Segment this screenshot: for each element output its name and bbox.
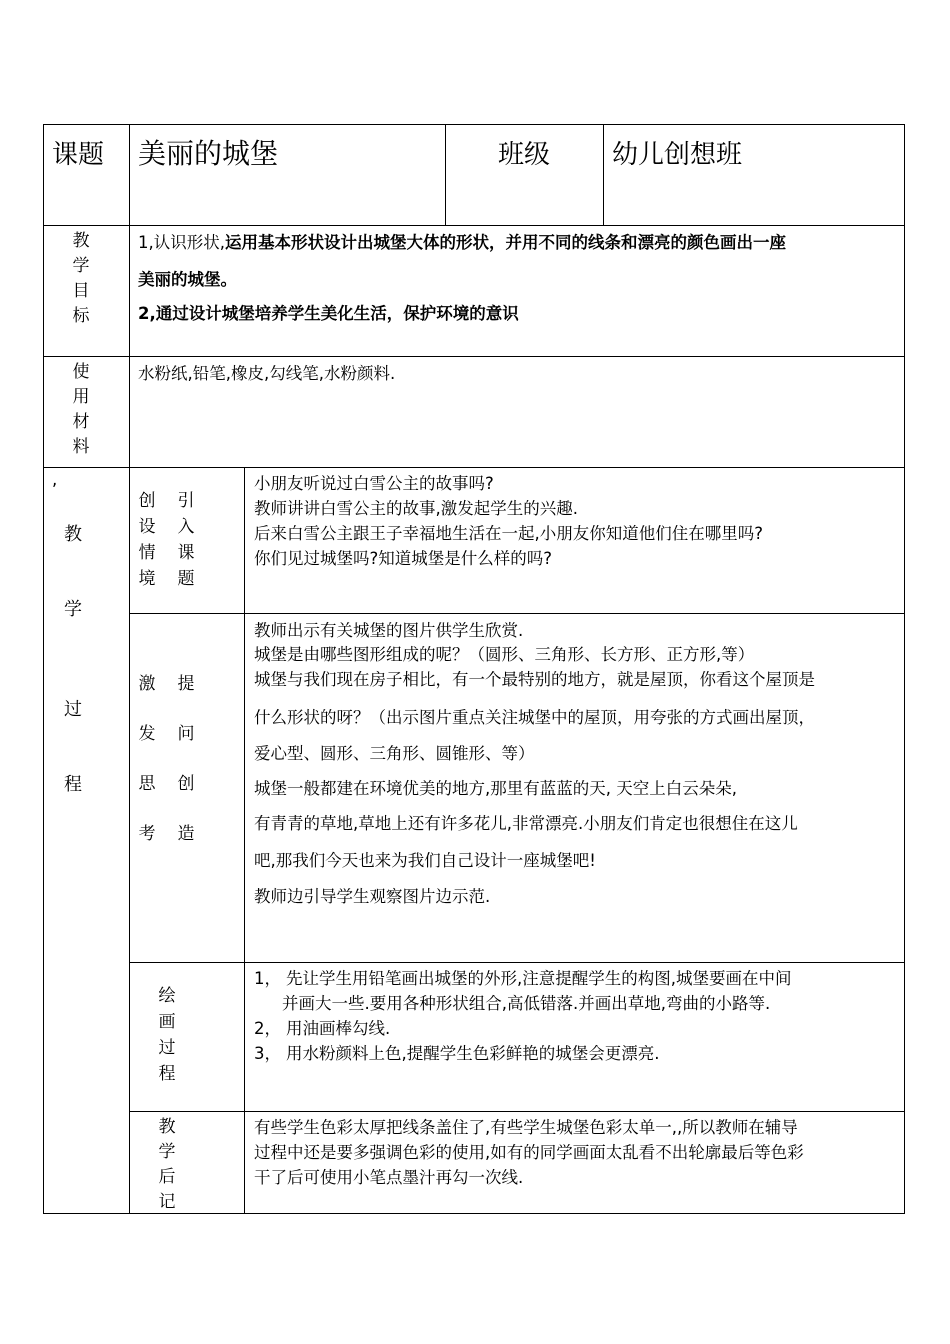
class-label: 班级 [498, 140, 551, 170]
drawing-step-number: 1， [254, 969, 281, 988]
process-label-char: 学 [64, 599, 82, 620]
table-border-top [43, 124, 905, 125]
table-border-right [904, 124, 905, 1214]
inspire-label-right: 提 问 创 造 [177, 674, 195, 844]
inspire-line: 教师边引导学生观察图片边示范. [254, 887, 491, 906]
intro-label-left: 创 设 情 境 [138, 491, 156, 589]
intro-label-right: 引 入 课 题 [177, 491, 195, 589]
drawing-step-text: 用水粉颜料上色,提醒学生色彩鲜艳的城堡会更漂亮. [286, 1044, 660, 1063]
subject-value: 美丽的城堡 [138, 137, 279, 170]
objectives-line-2: 美丽的城堡。 [138, 270, 237, 289]
drawing-label: 绘 画 过 程 [158, 986, 176, 1084]
intro-line: 后来白雪公主跟王子幸福地生活在一起,小朋友你知道他们住在哪里吗? [254, 524, 764, 543]
inspire-label-left: 激 发 思 考 [138, 674, 156, 844]
materials-label: 使 用 材 料 [72, 362, 90, 457]
row-divider [129, 962, 905, 963]
reflection-line: 干了后可使用小笔点墨汁再勾一次线. [254, 1168, 524, 1187]
inspire-line: 城堡与我们现在房子相比，有一个最特别的地方，就是屋顶，你看这个屋顶是 [254, 670, 815, 689]
drawing-step-text: 用油画棒勾线. [286, 1019, 391, 1038]
intro-line: 小朋友听说过白雪公主的故事吗? [254, 474, 494, 493]
drawing-step-text: 先让学生用铅笔画出城堡的外形,注意提醒学生的构图,城堡要画在中间 [286, 969, 792, 988]
inspire-line: 城堡一般都建在环境优美的地方,那里有蓝蓝的天, 天空上白云朵朵, [254, 779, 737, 798]
inspire-line: 有青青的草地,草地上还有许多花儿,非常漂亮.小朋友们肯定也很想住在这儿 [254, 814, 798, 833]
row-divider [43, 225, 905, 226]
intro-line: 教师讲讲白雪公主的故事,激发起学生的兴趣. [254, 499, 578, 518]
inspire-line: 吧,那我们今天也来为我们自己设计一座城堡吧! [254, 851, 596, 870]
inspire-line: 教师出示有关城堡的图片供学生欣赏. [254, 621, 524, 640]
reflection-label: 教 学 后 记 [158, 1117, 176, 1212]
row-divider [129, 613, 905, 614]
row-divider [43, 356, 905, 357]
table-border-left [43, 124, 44, 1214]
subject-label: 课题 [52, 140, 105, 170]
col-divider [129, 124, 130, 1214]
reflection-line: 过程中还是要多强调色彩的使用,如有的同学画面太乱看不出轮廓最后等色彩 [254, 1143, 804, 1162]
process-label-char: 程 [64, 774, 82, 795]
col-divider [603, 124, 604, 226]
inspire-line: 城堡是由哪些图形组成的呢？（圆形、三角形、长方形、正方形,等） [254, 645, 755, 664]
intro-line: 你们见过城堡吗?知道城堡是什么样的吗? [254, 549, 553, 568]
inspire-line: 爱心型、圆形、三角形、圆锥形、等） [254, 744, 535, 763]
objectives-label: 教 学 目 标 [72, 231, 90, 326]
process-label-char: 过 [64, 699, 82, 720]
objectives-line-1: 1,认识形状,运用基本形状设计出城堡大体的形状，并用不同的线条和漂亮的颜色画出一座 [138, 233, 786, 252]
inspire-line: 什么形状的呀？（出示图片重点关注城堡中的屋顶，用夸张的方式画出屋顶， [254, 708, 815, 727]
process-label-char: 教 [64, 524, 82, 545]
drawing-step-text: 并画大一些.要用各种形状组合,高低错落.并画出草地,弯曲的小路等. [282, 994, 771, 1013]
process-mark: , [52, 470, 58, 489]
drawing-step-number: 2， [254, 1019, 281, 1038]
col-divider [445, 124, 446, 226]
class-value: 幼儿创想班 [612, 140, 743, 170]
row-divider [43, 467, 905, 468]
col-divider [244, 467, 245, 1214]
materials-text: 水粉纸,铅笔,橡皮,勾线笔,水粉颜料. [138, 364, 396, 383]
row-divider [129, 1111, 905, 1112]
objectives-line-3: 2,通过设计城堡培养学生美化生活，保护环境的意识 [138, 304, 519, 323]
drawing-step-number: 3， [254, 1044, 281, 1063]
reflection-line: 有些学生色彩太厚把线条盖住了,有些学生城堡色彩太单一,,所以教师在辅导 [254, 1118, 798, 1137]
